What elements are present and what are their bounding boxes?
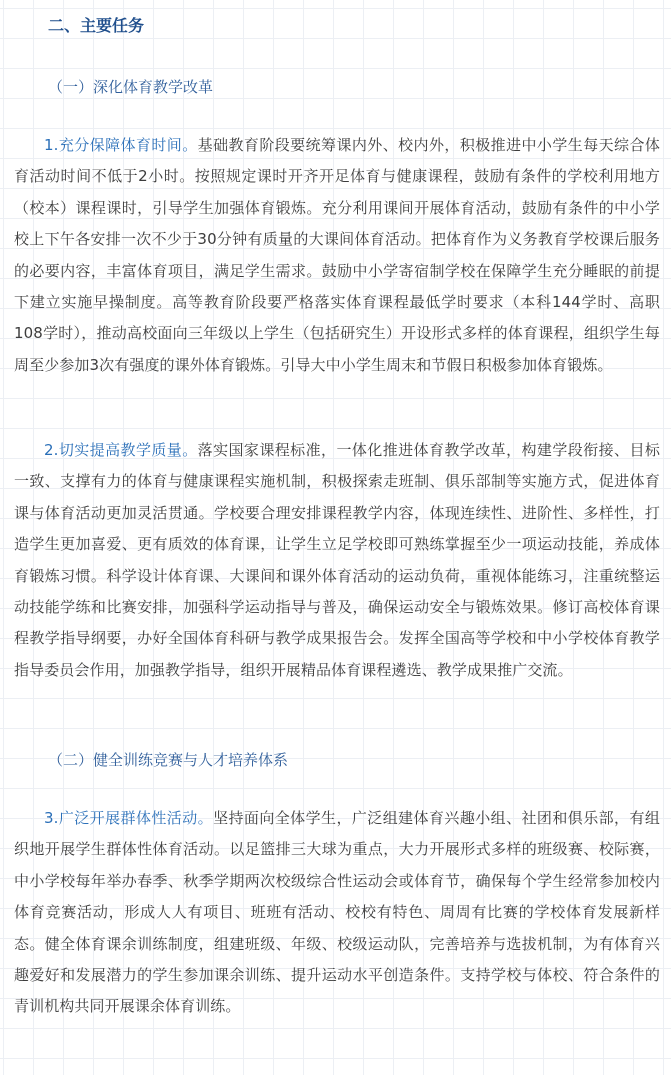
paragraph-1 [14, 130, 660, 381]
paragraph-3-lead: 3.广泛开展群体性活动。 [44, 809, 214, 827]
paragraph-2 [14, 435, 660, 686]
section-heading: 二、主要任务 [48, 16, 145, 35]
subsection-heading-2: （二）健全训练竞赛与人才培养体系 [48, 751, 289, 769]
paragraph-3-body: 坚持面向全体学生，广泛组建体育兴趣小组、社团和俱乐部，有组织地开展学生群体性体育活动。以足篮排三大球为重点，大力开展形式多样的班级赛、校际赛，中小学校每年举办春季、秋季学期两次校级综合性运动会或体育节，确保每个学生经常参加校内体育竞赛活动，形成人人有项目、班班有活动、校校有特色、周周有比赛的学校体育发展新样态。健全体育课余训练制度，组建班级、年级、校级运动队，完善培养与选拔机制，为有体育兴趣爱好和发展潜力的学生参加课余训练、提升运动水平创造条件。支持学校与体校、符合条件的青训机构共同开展课余体育训练。 [14, 809, 660, 1016]
paragraph-2-body: 落实国家课程标准，一体化推进体育教学改革，构建学段衔接、目标一致、支撑有力的体育与健康课程实施机制，积极探索走班制、俱乐部制等实施方式，促进体育课与体育活动更加灵活贯通。学校要合理安排课程教学内容，体现连续性、进阶性、多样性，打造学生更加喜爱、更有质效的体育课，让学生立足学校即可熟练掌握至少一项运动技能，养成体育锻炼习惯。科学设计体育课、大课间和课外体育活动的运动负荷，重视体能练习，注重统整运动技能学练和比赛安排，加强科学运动指导与普及，确保运动安全与锻炼效果。修订高校体育课程教学指导纲要，办好全国体育科研与教学成果报告会。发挥全国高等学校和中小学校体育教学指导委员会作用，加强教学指导，组织开展精品体育课程遴选、教学成果推广交流。 [14, 441, 660, 679]
subsection-heading-1: （一）深化体育教学改革 [48, 78, 214, 96]
paragraph-1-body: 基础教育阶段要统筹课内外、校内外，积极推进中小学生每天综合体育活动时间不低于2小时。按照规定课时开齐开足体育与健康课程，鼓励有条件的学校利用地方（校本）课程课时，引导学生加强体育锻炼。充分利用课间开展体育活动，鼓励有条件的中小学校上下午各安排一次不少于30分钟有质量的大课间体育活动。把体育作为义务教育学校课后服务的必要内容，丰富体育项目，满足学生需求。鼓励中小学寄宿制学校在保障学生充分睡眠的前提下建立实施早操制度。高等教育阶段要严格落实体育课程最低学时要求（本科144学时、高职108学时），推动高校面向三年级以上学生（包括研究生）开设形式多样的体育课程，组织学生每周至少参加3次有强度的课外体育锻炼。引导大中小学生周末和节假日积极参加体育锻炼。 [14, 136, 660, 374]
paragraph-1-lead: 1.充分保障体育时间。 [44, 136, 198, 154]
paragraph-3 [14, 803, 660, 1023]
paragraph-2-lead: 2.切实提高教学质量。 [44, 441, 198, 459]
